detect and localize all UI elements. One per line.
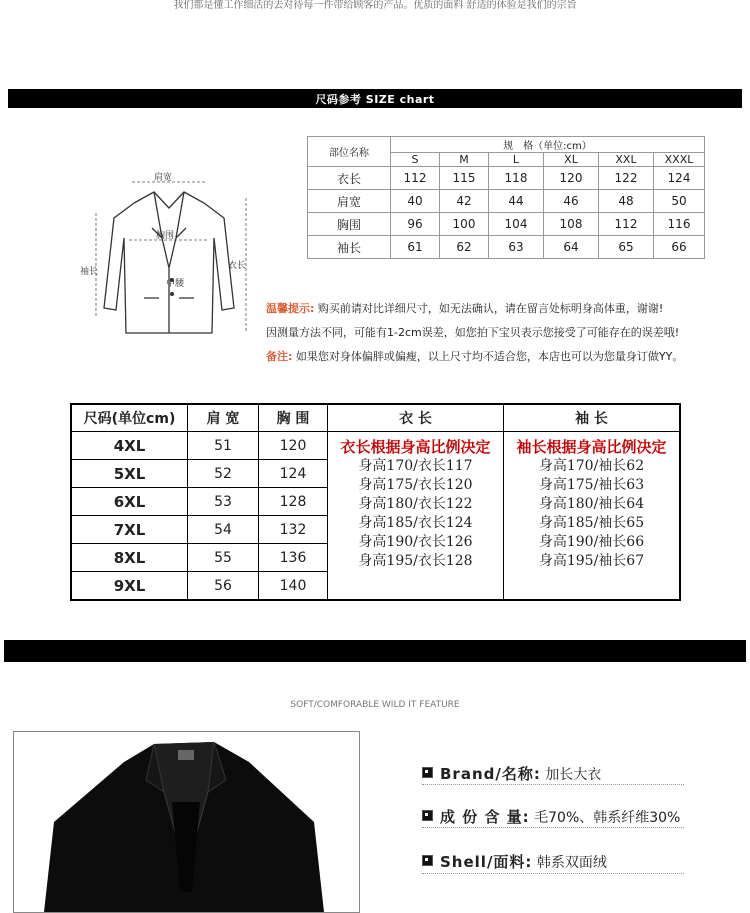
remark-label: 备注:	[266, 350, 293, 363]
list-item: 身高190/衣长126	[358, 534, 473, 550]
cell: 115	[440, 167, 489, 190]
cell: 96	[391, 213, 440, 236]
table-row	[308, 213, 705, 236]
product-photo	[13, 731, 360, 913]
size-header: XL	[544, 153, 599, 167]
list-item: 身高170/衣长117	[358, 458, 473, 474]
col-header: 尺码(单位cm)	[71, 404, 188, 432]
tagline: 我们都是懂工作细活的去对待每一件带给顾客的产品。优质的面料 舒适的体验是我们的宗旨	[173, 0, 577, 11]
sleeve-by-height	[504, 432, 681, 601]
tip-text: 购买前请对比详细尺寸，如无法确认，请在留言处标明身高体重，谢谢!	[317, 302, 664, 315]
tip-note	[266, 300, 663, 316]
cell: 42	[440, 190, 489, 213]
shoulder-cell: 52	[188, 460, 259, 488]
list-item: 身高180/衣长122	[358, 496, 473, 512]
cell: 65	[599, 236, 654, 259]
list-item: 身高195/袖长67	[538, 553, 645, 569]
size-header: M	[440, 153, 489, 167]
table-row	[71, 432, 680, 460]
cell: 104	[489, 213, 544, 236]
spec-composition	[422, 806, 680, 827]
dotted-divider	[422, 827, 684, 828]
cell: 122	[599, 167, 654, 190]
row-label: 胸围	[308, 213, 391, 236]
remark-note	[266, 348, 683, 364]
remark-text: 如果您对身体偏胖或偏瘦，以上尺寸均不适合您，本店也可以为您量身订做YY。	[295, 350, 684, 363]
label-sleeve: 袖长	[80, 267, 99, 277]
cell: 116	[654, 213, 705, 236]
spec-shell	[422, 851, 607, 872]
cell: 112	[391, 167, 440, 190]
cell: 100	[440, 213, 489, 236]
cell: 61	[391, 236, 440, 259]
length-title: 衣长根据身高比例决定	[340, 438, 491, 456]
jacket-measurement-diagram	[74, 168, 264, 348]
corner-cell: 部位名称	[308, 137, 391, 167]
cell: 124	[654, 167, 705, 190]
dotted-divider	[422, 873, 684, 874]
size-cell: 8XL	[71, 544, 188, 572]
chest-cell: 136	[259, 544, 328, 572]
black-coat-image	[14, 732, 359, 912]
row-label: 衣长	[308, 167, 391, 190]
spec-label: Shell/面料:	[440, 853, 533, 871]
shoulder-cell: 54	[188, 516, 259, 544]
section-divider-bar	[4, 640, 746, 662]
size-header: XXL	[599, 153, 654, 167]
cell: 46	[544, 190, 599, 213]
list-item: 身高175/袖长63	[538, 477, 645, 493]
size-header: S	[391, 153, 440, 167]
shoulder-cell: 51	[188, 432, 259, 460]
bullet-icon	[422, 810, 433, 821]
label-shoulder: 肩宽	[154, 173, 173, 183]
error-note: 因测量方法不同，可能有1-2cm误差，如您拍下宝贝表示您接受了可能存在的误差哦!	[266, 326, 680, 339]
cell: 40	[391, 190, 440, 213]
length-by-height	[328, 432, 504, 601]
chest-cell: 124	[259, 460, 328, 488]
cell: 120	[544, 167, 599, 190]
col-header: 肩 宽	[188, 404, 259, 432]
list-item: 身高175/衣长120	[358, 477, 473, 493]
shoulder-cell: 55	[188, 544, 259, 572]
cell: 66	[654, 236, 705, 259]
chest-cell: 120	[259, 432, 328, 460]
col-header: 袖 长	[504, 404, 681, 432]
table-row	[308, 236, 705, 259]
cell: 112	[599, 213, 654, 236]
label-length: 衣长	[228, 261, 247, 271]
chest-cell: 132	[259, 516, 328, 544]
bullet-icon	[422, 855, 433, 866]
size-header: L	[489, 153, 544, 167]
list-item: 身高185/袖长65	[538, 515, 645, 531]
table-row	[308, 190, 705, 213]
group-title: 规 格（单位:cm）	[391, 137, 705, 153]
size-header: XXXL	[654, 153, 705, 167]
size-cell: 9XL	[71, 572, 188, 601]
size-cell: 4XL	[71, 432, 188, 460]
spec-label: 成 份 含 量:	[440, 808, 530, 826]
list-item: 身高190/袖长66	[538, 534, 645, 550]
cell: 108	[544, 213, 599, 236]
dotted-divider	[422, 784, 684, 785]
sleeve-title: 袖长根据身高比例决定	[516, 438, 667, 456]
list-item: 身高170/袖长62	[538, 458, 645, 474]
label-waist: 中腰	[166, 279, 185, 289]
size-cell: 6XL	[71, 488, 188, 516]
cell: 62	[440, 236, 489, 259]
size-chart-banner	[8, 89, 742, 108]
cell: 64	[544, 236, 599, 259]
spec-value: 加长大衣	[545, 767, 602, 783]
col-header: 衣 长	[328, 404, 504, 432]
spec-value: 韩系双面绒	[536, 855, 607, 871]
list-item: 身高180/袖长64	[538, 496, 645, 512]
size-chart-large	[70, 403, 681, 601]
size-cell: 7XL	[71, 516, 188, 544]
size-chart-standard	[307, 136, 705, 259]
row-label: 肩宽	[308, 190, 391, 213]
spec-value: 毛70%、韩系纤维30%	[534, 810, 681, 826]
feature-heading: SOFT/COMFORABLE WILD IT FEATURE	[290, 700, 460, 710]
row-label: 袖长	[308, 236, 391, 259]
cell: 48	[599, 190, 654, 213]
col-header: 胸 围	[259, 404, 328, 432]
chest-cell: 140	[259, 572, 328, 601]
size-chart-banner-title: 尺码参考 SIZE chart	[315, 93, 435, 106]
chest-cell: 128	[259, 488, 328, 516]
table-row	[308, 167, 705, 190]
shoulder-cell: 56	[188, 572, 259, 601]
label-chest: 胸围	[156, 231, 175, 241]
cell: 50	[654, 190, 705, 213]
size-cell: 5XL	[71, 460, 188, 488]
cell: 63	[489, 236, 544, 259]
list-item: 身高195/衣长128	[358, 553, 473, 569]
spec-brand	[422, 763, 601, 784]
spec-label: Brand/名称:	[440, 765, 541, 783]
list-item: 身高185/衣长124	[358, 515, 473, 531]
bullet-icon	[422, 767, 433, 778]
tip-label: 温馨提示:	[266, 302, 315, 315]
shoulder-cell: 53	[188, 488, 259, 516]
cell: 44	[489, 190, 544, 213]
cell: 118	[489, 167, 544, 190]
